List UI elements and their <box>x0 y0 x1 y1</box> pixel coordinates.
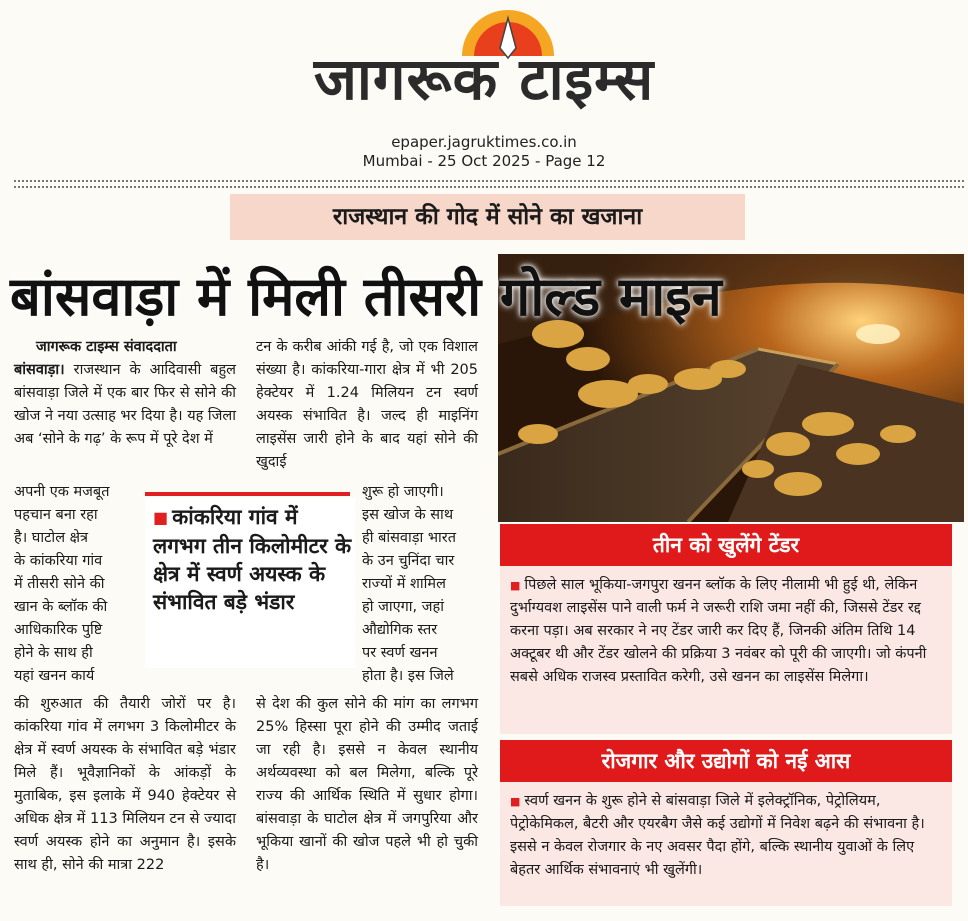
section-body-text: स्वर्ण खनन के शुरू होने से बांसवाड़ा जिले में इलेक्ट्रॉनिक, पेट्रोलियम, पेट्रोकेमिकल, बैटरी और एयरबैग जैसे कई उद्योगों में निवेश बढ़ने की संभावना है। इससे न केवल रोजगार के नए अवसर पैदा होंगे, बल्कि स्थानीय युवाओं के लिए बेहतर आर्थिक संभावनाएं भी खुलेंगी। <box>510 793 925 878</box>
section-heading-employment: रोजगार और उद्योगों को नई आस <box>500 740 952 782</box>
divider <box>14 180 964 182</box>
col1-wrap-line: होने के साथ ही <box>14 645 93 661</box>
col2-wrap-line: इस खोज के साथ <box>362 507 454 523</box>
col1-wrap-line: खान के ब्लॉक की <box>14 599 108 615</box>
col2-wrap-line: होता है। इस जिले <box>362 668 454 684</box>
kicker-headline: राजस्थान की गोद में सोने का खजाना <box>332 204 643 230</box>
pullquote <box>153 503 353 616</box>
col1-wrap-line: पहचान बना रहा <box>14 507 98 523</box>
bullet-icon: ■ <box>153 508 169 527</box>
col2-wrap-line: पर स्वर्ण खनन <box>362 645 438 661</box>
col2-bottom-text: से देश की कुल सोने की मांग का लगभग 25% हिस्सा पूरा होने की उम्मीद जताई जा रही है। इससे न केवल स्थानीय अर्थव्यवस्था को बल मिलेगा, बल्कि पूरे राज्य की आर्थिक स्थिति में सुधार होगा। बांसवाड़ा के घाटोल क्षेत्र में जगपुरिया और भूकिया खानों की खोज पहले भी हो चुकी है। <box>256 696 478 873</box>
section-body-employment <box>500 782 952 906</box>
epaper-url[interactable]: epaper.jagruktimes.co.in <box>391 133 577 151</box>
article-column-1-wrap <box>14 481 134 688</box>
col1-top-text: राजस्थान के आदिवासी बहुल बांसवाड़ा जिले में एक बार फिर से सोने की खोज ने नया उत्साह भर दिया है। यह जिला अब ‘सोने के गढ़’ के रूप में पूरे देश में <box>14 362 237 447</box>
col2-wrap-line: के उन चुनिंदा चार <box>362 553 455 569</box>
divider <box>14 186 964 188</box>
pullquote-rule <box>145 492 350 496</box>
col2-wrap-line: राज्यों में शामिल <box>362 576 446 592</box>
col1-wrap-line: के कांकरिया गांव <box>14 553 103 569</box>
col2-top-text: टन के करीब आंकी गई है, जो एक विशाल संख्या है। कांकरिया-गारा क्षेत्र में भी 205 हेक्टेयर में 1.24 मिलियन टन स्वर्ण अयस्क संभावित है। जल्द ही माइनिंग लाइसेंस जारी होने के बाद यहां सोने की खुदाई <box>256 339 478 470</box>
col1-bottom-text: की शुरुआत की तैयारी जोरों पर है। कांकरिया गांव में लगभग 3 किलोमीटर के क्षेत्र में स्वर्ण अयस्क के संभावित बड़े भंडार मिले हैं। भूवैज्ञानिकों के आंकड़ों के मुताबिक, इस इलाके में 940 हेक्टेयर से अधिक क्षेत्र में 113 मिलियन टन से ज्यादा स्वर्ण अयस्क होने का अनुमान है। इसके साथ ही, सोने की मात्रा 222 <box>14 696 236 873</box>
col2-wrap-line: हो जाएगा, जहां <box>362 599 444 615</box>
bullet-icon: ■ <box>510 579 521 592</box>
col1-wrap-line: है। घाटोल क्षेत्र <box>14 530 89 546</box>
article-column-2-bottom <box>256 693 478 877</box>
col1-wrap-line: अपनी एक मजबूत <box>14 484 110 500</box>
col2-wrap-line: शुरू हो जाएगी। <box>362 484 444 500</box>
byline: जागरूक टाइम्स संवाददाता <box>36 339 177 355</box>
article-column-1 <box>14 336 236 451</box>
col1-wrap-line: यहां खनन कार्य <box>14 668 95 684</box>
col1-wrap-line: आधिकारिक पुष्टि <box>14 622 103 638</box>
dateline: बांसवाड़ा। <box>14 362 65 378</box>
col1-wrap-line: में तीसरी सोने की <box>14 576 105 592</box>
col2-wrap-line: औद्योगिक स्तर <box>362 622 438 638</box>
article-column-2-wrap <box>362 481 478 688</box>
section-body-text: पिछले साल भूकिया-जगपुरा खनन ब्लॉक के लिए नीलामी भी हुई थी, लेकिन दुर्भाग्यवश लाइसेंस पाने वाली फर्म ने जरूरी राशि जमा नहीं की, जिससे टेंडर रद्द करना पड़ा। अब सरकार ने नए टेंडर जारी कर दिए हैं, जिनकी अंतिम तिथि 14 अक्टूबर थी और टेंडर खोलने की प्रक्रिया 3 नवंबर को पूरी की जाएगी। जो कंपनी सबसे अधिक राजस्व प्रस्तावित करेगी, उसे खनन का लाइसेंस मिलेगा। <box>510 577 927 685</box>
col2-wrap-line: ही बांसवाड़ा भारत <box>362 530 456 546</box>
newspaper-title: जागरूक टाइम्स <box>313 45 655 113</box>
section-heading-tenders: तीन को खुलेंगे टेंडर <box>500 524 952 566</box>
pullquote-text: कांकरिया गांव में लगभग तीन किलोमीटर के क्षेत्र में स्वर्ण अयस्क के संभावित बड़े भंडार <box>153 505 352 614</box>
section-body-tenders <box>500 566 952 734</box>
edition-info: Mumbai - 25 Oct 2025 - Page 12 <box>362 152 606 170</box>
article-column-1-bottom <box>14 693 236 877</box>
bullet-icon: ■ <box>510 795 521 808</box>
main-headline: बांसवाड़ा में मिली तीसरी गोल्ड माइन <box>10 265 722 328</box>
article-column-2 <box>256 336 478 474</box>
